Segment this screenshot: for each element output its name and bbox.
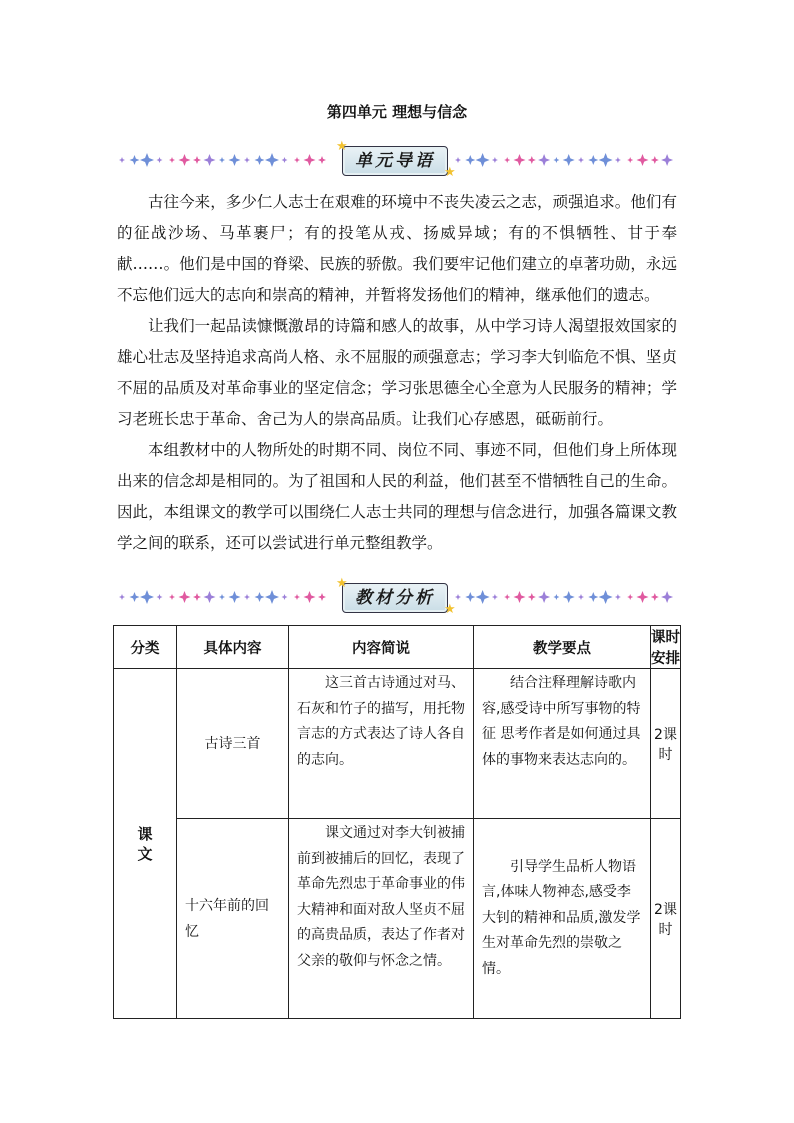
table-row xyxy=(114,669,681,819)
points-cell xyxy=(474,819,651,1019)
banner-plate xyxy=(342,583,448,613)
table-header: 具体内容 xyxy=(177,626,289,669)
table-row xyxy=(114,819,681,1019)
table-header: 课时安排 xyxy=(651,626,681,669)
star-icon: ★ xyxy=(444,602,456,617)
content-cell: 十六年前的回忆 xyxy=(177,819,289,1019)
points-text: 结合注释理解诗歌内容,感受诗中所写事物的特征 思考作者是如何通过具体的事物来表达志向的。 xyxy=(482,675,641,768)
banner-label: 教材分析 xyxy=(355,588,435,608)
star-icon: ★ xyxy=(444,165,456,180)
analysis-table xyxy=(113,625,681,1019)
unit-intro-banner xyxy=(116,140,678,180)
hours-cell: 2课时 xyxy=(651,819,681,1019)
desc-cell xyxy=(289,819,474,1019)
desc-cell xyxy=(289,669,474,819)
table-header: 分类 xyxy=(114,626,177,669)
table-header: 教学要点 xyxy=(474,626,651,669)
hours-cell: 2课时 xyxy=(651,669,681,819)
banner-label: 单元导语 xyxy=(355,151,435,171)
intro-paragraph: 古往今来，多少仁人志士在艰难的环境中不丧失凌云之志，顽强追求。他们有的征战沙场、马革裹尸；有的投笔从戎、扬威异域；有的不惧牺牲、甘于奉献……。他们是中国的脊梁、民族的骄傲。我们要牢记他们建立的卓著功勋，永远不忘他们远大的志向和崇高的精神，并暂将发扬他们的精神，继承他们的遗志。 xyxy=(117,193,677,304)
category-label: 课文 xyxy=(137,824,153,863)
content-cell: 古诗三首 xyxy=(177,669,289,819)
intro-paragraph: 让我们一起品读慷慨激昂的诗篇和感人的故事，从中学习诗人渴望报效国家的雄心壮志及坚持追求高尚人格、永不屈服的顽强意志；学习李大钊临危不惧、坚贞不屈的品质及对革命事业的坚定信念；学习张思德全心全意为人民服务的精神；学习老班长忠于革命、舍己为人的崇高品质。让我们心存感恩，砥砺前行。 xyxy=(117,317,677,428)
points-text: 引导学生品析人物语言,体味人物神态,感受李大钊的精神和品质,激发学生对革命先烈的崇敬之情。 xyxy=(482,858,641,977)
category-cell xyxy=(114,669,177,1019)
desc-text: 课文通过对李大钊被捕前到被捕后的回忆，表现了革命先烈忠于革命事业的伟大精神和面对敌人坚贞不屈的高贵品质，表达了作者对父亲的敬仰与怀念之情。 xyxy=(297,825,465,969)
star-icon: ★ xyxy=(336,576,348,591)
banner-plate xyxy=(342,146,448,176)
table-header-row xyxy=(114,626,681,669)
page-title: 第四单元 理想与信念 xyxy=(326,103,468,121)
points-cell xyxy=(474,669,651,819)
table-header: 内容简说 xyxy=(289,626,474,669)
analysis-banner xyxy=(116,577,678,617)
intro-paragraph: 本组教材中的人物所处的时期不同、岗位不同、事迹不同，但他们身上所体现出来的信念却是相同的。为了祖国和人民的利益，他们甚至不惜牺牲自己的生命。因此，本组课文的教学可以围绕仁人志士共同的理想与信念进行，加强各篇课文教学之间的联系，还可以尝试进行单元整组教学。 xyxy=(117,441,677,552)
intro-text xyxy=(117,187,677,559)
desc-text: 这三首古诗通过对马、石灰和竹子的描写，用托物言志的方式表达了诗人各自的志向。 xyxy=(297,675,465,768)
star-icon: ★ xyxy=(336,139,348,154)
